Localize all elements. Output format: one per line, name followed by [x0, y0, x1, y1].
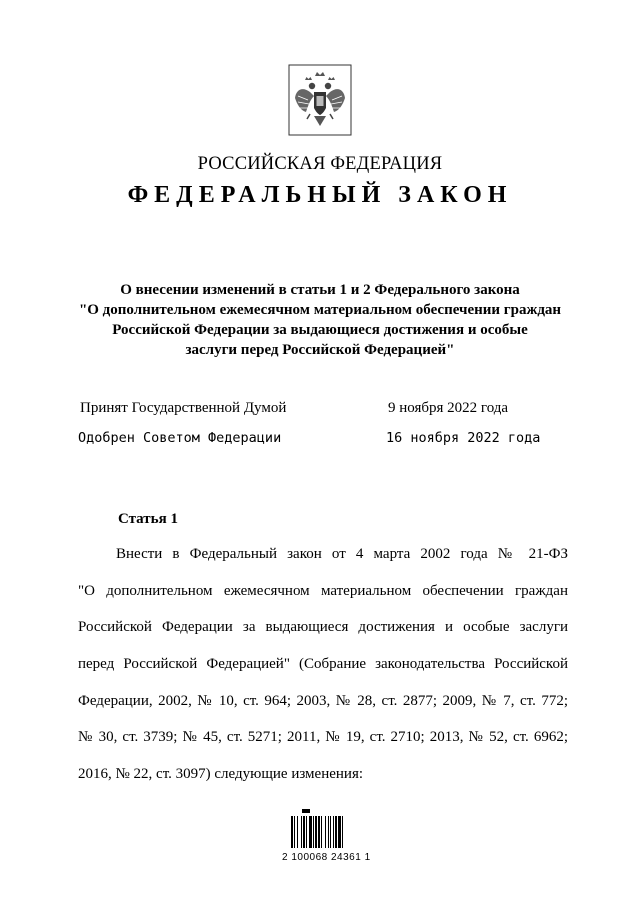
barcode-icon [290, 808, 366, 850]
article-line: "О дополнительном ежемесячном материальном обеспечении граждан [78, 582, 568, 599]
article-heading: Статья 1 [118, 511, 178, 527]
country-name: РОССИЙСКАЯ ФЕДЕРАЦИЯ [197, 154, 443, 174]
article-line: перед Российской Федерацией" (Собрание законодательства Российской [78, 656, 568, 673]
article-line: Внести в Федеральный закон от 4 марта 2002 года № 21-ФЗ [116, 546, 568, 562]
duma-adoption-date: 9 ноября 2022 года [388, 400, 509, 416]
article-line: 2016, № 22, ст. 3097) следующие изменения: [78, 766, 364, 783]
title-line: О внесении изменений в статьи 1 и 2 Федерального закона [120, 282, 520, 298]
barcode-number: 2 100068 24361 1 [282, 852, 371, 863]
article-body [78, 540, 568, 797]
article-line: Российской Федерации за выдающиеся достижения и особые заслуги [78, 619, 568, 636]
title-line: Российской Федерации за выдающиеся достижения и особые [112, 322, 528, 338]
state-emblem-icon [288, 64, 352, 136]
article-line: № 30, ст. 3739; № 45, ст. 5271; 2011, № 19, ст. 2710; 2013, № 52, ст. 6962; [78, 729, 568, 746]
law-subject-title [70, 280, 570, 360]
law-type-heading: ФЕДЕРАЛЬНЫЙ ЗАКОН [127, 182, 513, 208]
title-line: заслуги перед Российской Федерацией" [185, 342, 455, 358]
council-approval-date: 16 ноября 2022 года [386, 430, 541, 446]
duma-adoption-label: Принят Государственной Думой [80, 400, 287, 416]
article-line: Федерации, 2002, № 10, ст. 964; 2003, № 28, ст. 2877; 2009, № 7, ст. 772; [78, 692, 568, 709]
title-line: "О дополнительном ежемесячном материальном обеспечении граждан [78, 302, 562, 318]
council-approval-label: Одобрен Советом Федерации [78, 430, 282, 446]
